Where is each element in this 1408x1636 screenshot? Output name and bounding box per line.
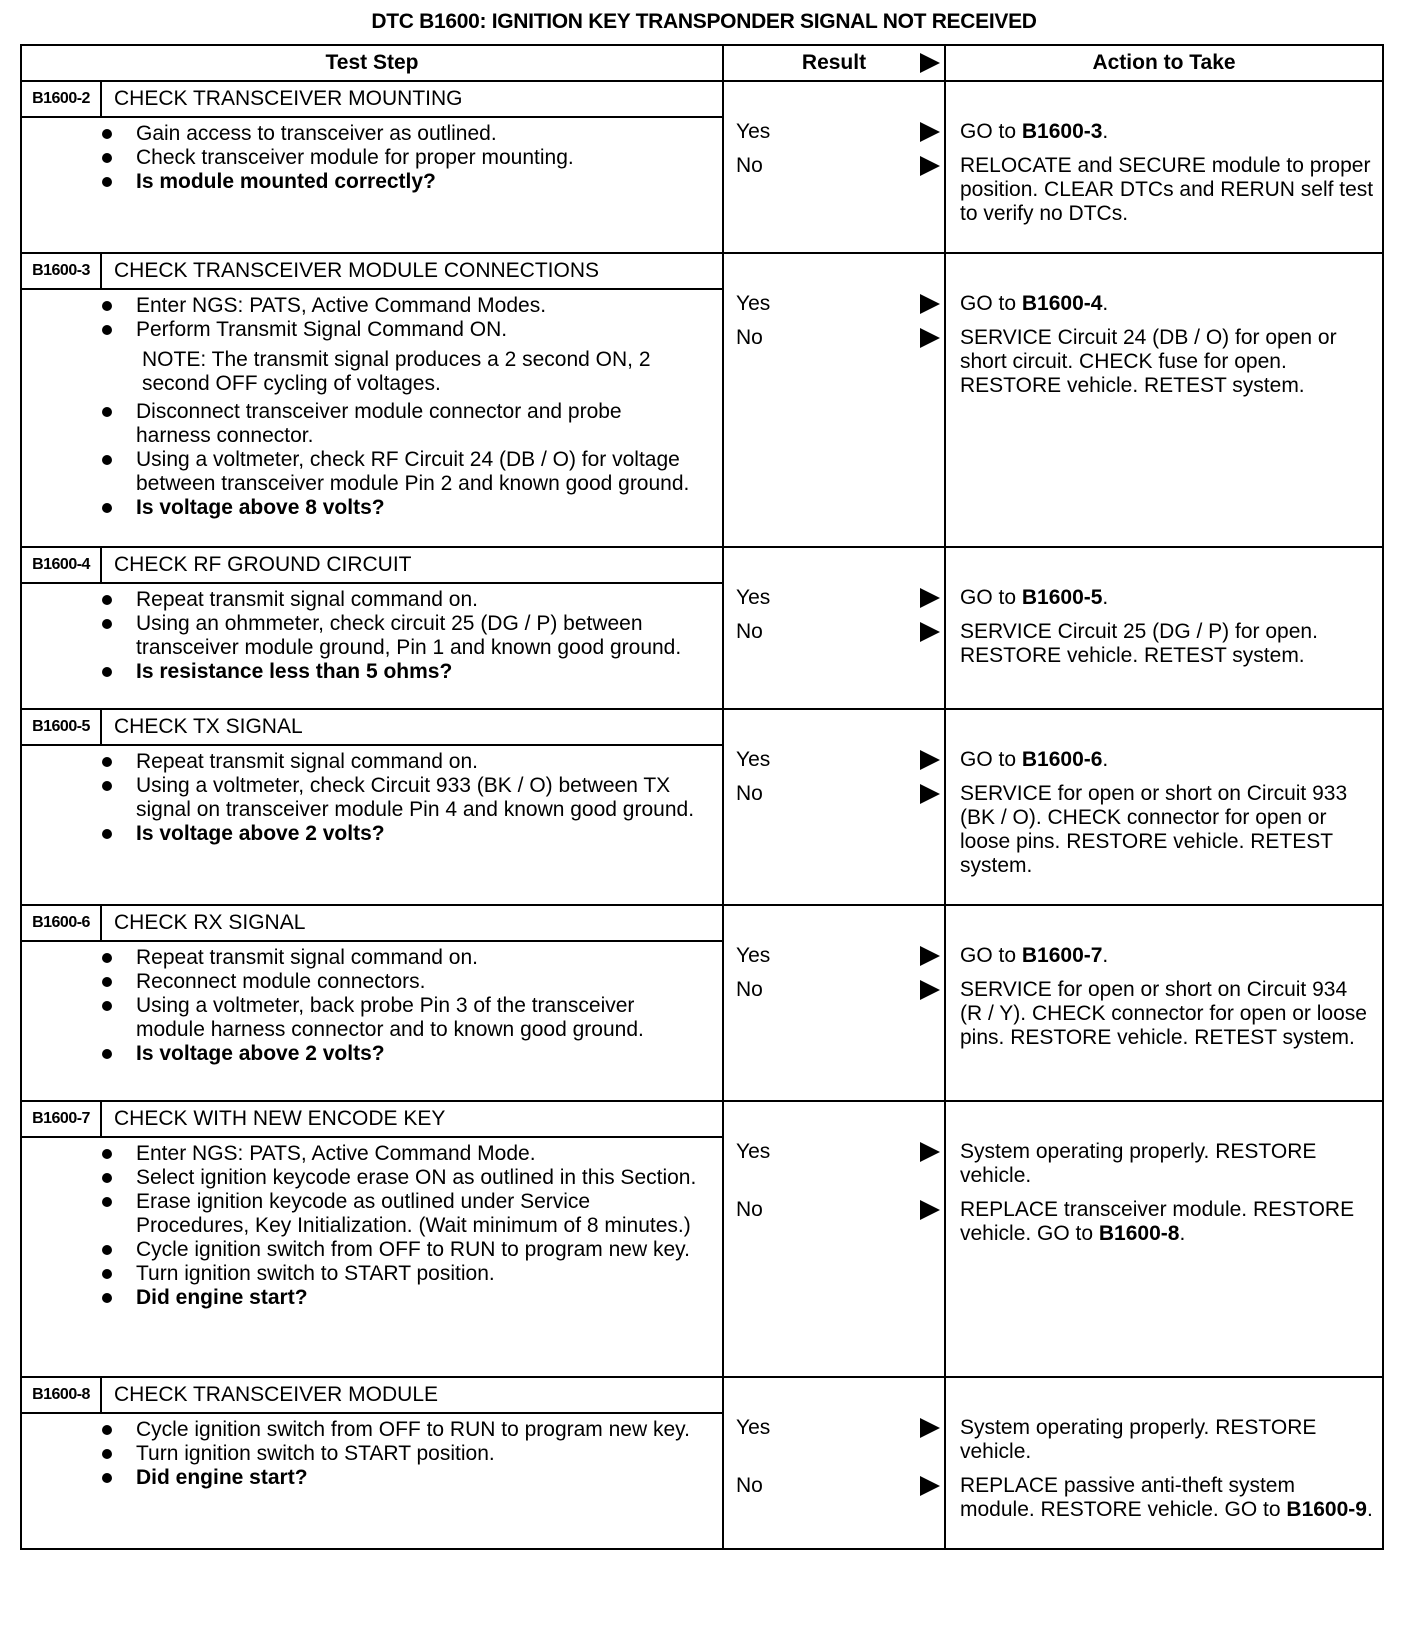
step-code: B1600-4: [22, 548, 102, 582]
step-reference: B1600-8: [1098, 1222, 1180, 1245]
bullet-icon: [102, 301, 112, 311]
result-no-label: No: [736, 1474, 763, 1497]
bullet-icon: [102, 407, 112, 417]
result-cell: [723, 81, 945, 253]
step-instruction: Select ignition keycode erase ON as outlined in this Section.: [136, 1166, 697, 1189]
bullet-icon: [102, 829, 112, 839]
step-code: B1600-7: [22, 1102, 102, 1136]
arrow-right-icon: [920, 156, 940, 176]
list-item: [102, 1142, 702, 1166]
list-item: [102, 1286, 702, 1310]
list-item: [102, 318, 702, 342]
step-body: [22, 942, 722, 1072]
step-instruction: Reconnect module connectors.: [136, 970, 426, 993]
header-result-label: Result: [801, 51, 867, 74]
test-step-cell: [21, 1377, 723, 1549]
arrow-right-icon: [920, 1418, 940, 1438]
action-cell: [945, 1377, 1383, 1549]
table-row: [21, 1101, 1383, 1377]
table-row: [21, 253, 1383, 547]
list-item: [102, 1466, 702, 1490]
step-header: [22, 82, 722, 118]
list-item: [102, 122, 702, 146]
no-action: SERVICE for open or short on Circuit 934 (R / Y). CHECK connector for open or loose pins. RESTORE vehicle. RETEST system.: [960, 978, 1367, 1049]
list-item: [102, 1418, 702, 1442]
diagnostic-table-wrapper: [20, 44, 1382, 1550]
result-cell: [723, 905, 945, 1101]
bullet-icon: [102, 1425, 112, 1435]
result-yes-label: Yes: [736, 292, 771, 315]
result-yes: [724, 120, 944, 144]
step-body: [22, 118, 722, 200]
list-item: [102, 1262, 702, 1286]
action-cell: [945, 905, 1383, 1101]
list-item: [102, 588, 702, 612]
list-item: [102, 1042, 702, 1066]
list-item: [102, 612, 702, 660]
list-item: [102, 1442, 702, 1466]
step-body: [22, 290, 722, 526]
step-code: B1600-5: [22, 710, 102, 744]
step-title: CHECK RF GROUND CIRCUIT: [114, 553, 412, 576]
step-instruction: Cycle ignition switch from OFF to RUN to program new key.: [136, 1418, 690, 1441]
result-yes: [724, 292, 944, 316]
bullet-icon: [102, 953, 112, 963]
step-body: [22, 1414, 722, 1496]
bullet-icon: [102, 1449, 112, 1459]
table-row: [21, 547, 1383, 709]
result-cell: [723, 1101, 945, 1377]
action-cell: [945, 547, 1383, 709]
result-cell: [723, 709, 945, 905]
no-action-suffix: .: [1179, 1222, 1186, 1245]
step-instruction: Cycle ignition switch from OFF to RUN to program new key.: [136, 1238, 690, 1261]
yes-action: [960, 748, 1374, 772]
list-item: [102, 170, 702, 194]
no-action-suffix: .: [1366, 1498, 1373, 1521]
step-body: [22, 584, 722, 690]
step-instruction: Perform Transmit Signal Command ON.: [136, 318, 508, 341]
list-item: [102, 1190, 702, 1238]
result-no: [724, 1198, 944, 1222]
result-yes: [724, 1140, 944, 1164]
bullet-icon: [102, 1245, 112, 1255]
result-yes: [724, 1416, 944, 1440]
step-reference: B1600-6: [1021, 748, 1103, 771]
list-item: [102, 660, 702, 684]
step-header: [22, 548, 722, 584]
table-header-row: [21, 45, 1383, 81]
step-instruction: Enter NGS: PATS, Active Command Mode.: [136, 1142, 536, 1165]
result-no: [724, 1474, 944, 1498]
result-no: [724, 620, 944, 644]
step-instruction: Repeat transmit signal command on.: [136, 946, 478, 969]
step-instruction: Check transceiver module for proper mounting.: [136, 146, 574, 169]
step-code: B1600-8: [22, 1378, 102, 1412]
action-cell: [945, 709, 1383, 905]
bullet-icon: [102, 455, 112, 465]
result-no: [724, 782, 944, 806]
test-step-cell: [21, 1101, 723, 1377]
list-item: [102, 400, 702, 448]
result-no-label: No: [736, 620, 763, 643]
result-yes: [724, 586, 944, 610]
arrow-right-icon: [920, 1476, 940, 1496]
list-item: [102, 822, 702, 846]
result-no-label: No: [736, 154, 763, 177]
step-question: Is voltage above 2 volts?: [136, 1042, 385, 1065]
bullet-icon: [102, 619, 112, 629]
action-cell: [945, 1101, 1383, 1377]
bullet-icon: [102, 781, 112, 791]
result-yes: [724, 944, 944, 968]
bullet-icon: [102, 1001, 112, 1011]
yes-action: [960, 292, 1374, 316]
step-instruction: Using a voltmeter, check Circuit 933 (BK / O) between TX signal on transceiver module Pin 4 and known good ground.: [136, 774, 695, 821]
bullet-icon: [102, 1149, 112, 1159]
bullet-icon: [102, 129, 112, 139]
no-action: [960, 1198, 1374, 1246]
step-instruction: Erase ignition keycode as outlined under Service Procedures, Key Initialization. (Wait minimum of 8 minutes.): [136, 1190, 691, 1237]
step-instruction: Using an ohmmeter, check circuit 25 (DG / P) between transceiver module ground, Pin 1 and known good ground.: [136, 612, 682, 659]
list-item: [102, 294, 702, 318]
step-question: Is resistance less than 5 ohms?: [136, 660, 453, 683]
arrow-right-icon: [920, 1200, 940, 1220]
bullet-icon: [102, 1197, 112, 1207]
yes-action-suffix: .: [1102, 120, 1109, 143]
yes-action-text: GO to: [960, 292, 1022, 315]
list-item: [102, 970, 702, 994]
yes-action-text: GO to: [960, 944, 1022, 967]
yes-action: [960, 944, 1374, 968]
step-body: [22, 1138, 722, 1316]
diagnostic-table: [20, 44, 1384, 1550]
yes-action-text: GO to: [960, 120, 1022, 143]
result-yes-label: Yes: [736, 944, 771, 967]
yes-action-suffix: .: [1102, 944, 1109, 967]
no-action: RELOCATE and SECURE module to proper position. CLEAR DTCs and RERUN self test to verify no DTCs.: [960, 154, 1374, 225]
yes-action-suffix: .: [1102, 586, 1109, 609]
result-yes-label: Yes: [736, 1140, 771, 1163]
action-cell: [945, 253, 1383, 547]
bullet-icon: [102, 595, 112, 605]
arrow-right-icon: [920, 1142, 940, 1162]
step-reference: B1600-9: [1286, 1498, 1367, 1521]
result-yes-label: Yes: [736, 120, 771, 143]
yes-action-suffix: .: [1102, 292, 1109, 315]
result-yes-label: Yes: [736, 748, 771, 771]
no-action: SERVICE Circuit 25 (DG / P) for open. RESTORE vehicle. RETEST system.: [960, 620, 1318, 667]
result-no-label: No: [736, 326, 763, 349]
result-cell: [723, 253, 945, 547]
step-note: NOTE: The transmit signal produces a 2 second ON, 2 second OFF cycling of voltages.: [142, 348, 651, 395]
step-header: [22, 254, 722, 290]
bullet-icon: [102, 977, 112, 987]
list-item: [102, 750, 702, 774]
list-item: [102, 774, 702, 822]
step-reference: B1600-5: [1021, 586, 1103, 609]
yes-action: [960, 586, 1374, 610]
header-action: Action to Take: [945, 45, 1383, 81]
table-row: [21, 905, 1383, 1101]
step-question: Did engine start?: [136, 1286, 308, 1309]
step-instruction: Enter NGS: PATS, Active Command Modes.: [136, 294, 547, 317]
arrow-right-icon: [920, 946, 940, 966]
result-yes-label: Yes: [736, 1416, 771, 1439]
step-instruction: Repeat transmit signal command on.: [136, 750, 478, 773]
arrow-right-icon: [920, 122, 940, 142]
yes-action: System operating properly. RESTORE vehicle.: [960, 1416, 1317, 1463]
test-step-cell: [21, 81, 723, 253]
list-item: [102, 946, 702, 970]
bullet-icon: [102, 1049, 112, 1059]
table-row: [21, 81, 1383, 253]
no-action: SERVICE Circuit 24 (DB / O) for open or short circuit. CHECK fuse for open. RESTORE vehicle. RETEST system.: [960, 326, 1337, 397]
result-cell: [723, 547, 945, 709]
arrow-right-icon: [920, 294, 940, 314]
step-header: [22, 710, 722, 746]
test-step-cell: [21, 253, 723, 547]
step-question: Is module mounted correctly?: [136, 170, 436, 193]
test-step-cell: [21, 547, 723, 709]
step-instruction: Gain access to transceiver as outlined.: [136, 122, 497, 145]
yes-action-text: GO to: [960, 748, 1022, 771]
list-item: [102, 994, 702, 1042]
step-body: [22, 746, 722, 852]
step-header: [22, 906, 722, 942]
step-instruction: Using a voltmeter, check RF Circuit 24 (DB / O) for voltage between transceiver module Pin 2 and known good ground.: [136, 448, 690, 495]
header-result: [723, 45, 945, 81]
no-action: [960, 1474, 1374, 1522]
arrow-right-icon: [920, 784, 940, 804]
result-no: [724, 154, 944, 178]
arrow-right-icon: [920, 980, 940, 1000]
step-question: Did engine start?: [136, 1466, 308, 1489]
list-item: [102, 448, 702, 496]
bullet-icon: [102, 1269, 112, 1279]
step-instruction: Using a voltmeter, back probe Pin 3 of the transceiver module harness connector and to known good ground.: [136, 994, 644, 1041]
list-item: [102, 146, 702, 170]
result-cell: [723, 1377, 945, 1549]
step-code: B1600-2: [22, 82, 102, 116]
step-code: B1600-3: [22, 254, 102, 288]
step-title: CHECK TRANSCEIVER MODULE: [114, 1383, 439, 1406]
table-row: [21, 709, 1383, 905]
action-cell: [945, 81, 1383, 253]
test-step-cell: [21, 709, 723, 905]
yes-action: [960, 120, 1374, 144]
step-header: [22, 1378, 722, 1414]
step-question: Is voltage above 8 volts?: [136, 496, 385, 519]
result-no-label: No: [736, 978, 763, 1001]
result-yes: [724, 748, 944, 772]
step-title: CHECK TX SIGNAL: [114, 715, 303, 738]
result-no: [724, 978, 944, 1002]
list-item: [102, 496, 702, 520]
bullet-icon: [102, 757, 112, 767]
arrow-right-icon: [920, 750, 940, 770]
step-instruction: Turn ignition switch to START position.: [136, 1442, 495, 1465]
bullet-icon: [102, 503, 112, 513]
bullet-icon: [102, 325, 112, 335]
step-header: [22, 1102, 722, 1138]
result-no: [724, 326, 944, 350]
step-reference: B1600-4: [1021, 292, 1103, 315]
step-title: CHECK TRANSCEIVER MOUNTING: [114, 87, 463, 110]
step-reference: B1600-3: [1021, 120, 1103, 143]
step-instruction: Turn ignition switch to START position.: [136, 1262, 495, 1285]
step-instruction: Disconnect transceiver module connector and probe harness connector.: [136, 400, 622, 447]
step-instruction: Repeat transmit signal command on.: [136, 588, 478, 611]
step-reference: B1600-7: [1021, 944, 1103, 967]
bullet-icon: [102, 153, 112, 163]
no-action: SERVICE for open or short on Circuit 933 (BK / O). CHECK connector for open or loose pins. RESTORE vehicle. RETEST system.: [960, 782, 1348, 877]
result-no-label: No: [736, 782, 763, 805]
page-title: DTC B1600: IGNITION KEY TRANSPONDER SIGNAL NOT RECEIVED: [371, 10, 1037, 33]
arrow-right-icon: [920, 588, 940, 608]
bullet-icon: [102, 177, 112, 187]
table-row: [21, 1377, 1383, 1549]
step-title: CHECK WITH NEW ENCODE KEY: [114, 1107, 446, 1130]
arrow-right-icon: [920, 328, 940, 348]
bullet-icon: [102, 1173, 112, 1183]
no-action-text: REPLACE transceiver module. RESTORE vehicle. GO to: [960, 1198, 1355, 1245]
step-code: B1600-6: [22, 906, 102, 940]
arrow-right-icon: [920, 53, 940, 73]
header-test-step: Test Step: [21, 45, 723, 81]
result-no-label: No: [736, 1198, 763, 1221]
yes-action-suffix: .: [1102, 748, 1109, 771]
bullet-icon: [102, 1293, 112, 1303]
no-action-text: REPLACE passive anti-theft system module. RESTORE vehicle. GO to: [960, 1474, 1295, 1521]
list-item: [102, 1166, 702, 1190]
bullet-icon: [102, 1473, 112, 1483]
step-question: Is voltage above 2 volts?: [136, 822, 385, 845]
bullet-icon: [102, 667, 112, 677]
list-item: [102, 1238, 702, 1262]
arrow-right-icon: [920, 622, 940, 642]
yes-action-text: GO to: [960, 586, 1022, 609]
step-title: CHECK RX SIGNAL: [114, 911, 306, 934]
test-step-cell: [21, 905, 723, 1101]
result-yes-label: Yes: [736, 586, 771, 609]
step-title: CHECK TRANSCEIVER MODULE CONNECTIONS: [114, 259, 600, 282]
yes-action: System operating properly. RESTORE vehicle.: [960, 1140, 1317, 1187]
